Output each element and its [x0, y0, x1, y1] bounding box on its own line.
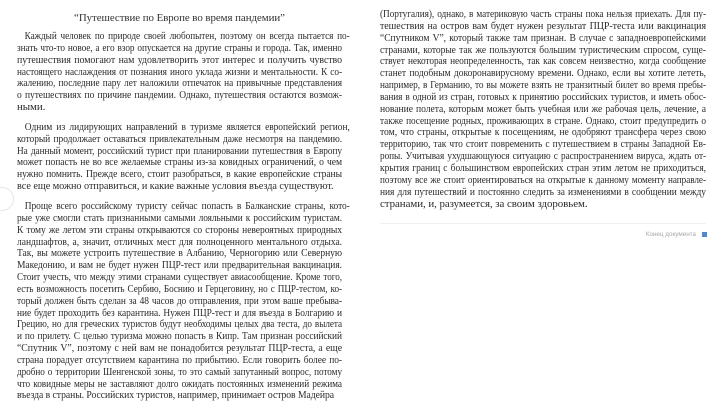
text-line: вания в одной из стран, готовых к принятию российских туристов, и иметь обос-: [380, 90, 706, 103]
text-line: ропы. Учитывая ухудшающуюся ситуацию с распространением вируса, ждать от-: [380, 150, 706, 163]
text-line: ными.: [17, 101, 46, 114]
text-line: страна порадует отсутствием карантина по прибытию. Если говорить более по-: [17, 353, 342, 366]
text-line: и по прилету. С целью туризма можно попасть в Кипр. Там признан российский: [17, 330, 342, 343]
text-line: территорию, так что стоит повременить с путешествием в страны Западной Ев-: [380, 138, 706, 151]
end-of-document-label: Конец документа: [645, 231, 696, 238]
text-line: настоящего наслаждения от познания иного уклада жизни и ментальности. К со-: [17, 65, 343, 78]
text-line: все еще можно отправиться, и какие важные условия въезда существуют.: [17, 180, 334, 193]
text-line: рые уже смогли стать признанными самыми лояльными к российским туристам.: [17, 211, 342, 224]
text-line: тешествия на остров вам будет нужен результат ПЦР-теста или вакцинация: [380, 19, 707, 32]
text-line: Македонию, и вам не будет нужен ПЦР-тест или предварительная вакцинация.: [17, 259, 343, 272]
text-line: что ковидные меры не заставляют долго ожидать постоянных изменений режима: [17, 377, 342, 390]
text-line: путешествия помогают нам удовлетворить этот интерес и получить чувство: [17, 53, 342, 66]
right-column-body: [380, 9, 706, 210]
text-line: ние будет проходить без карантина. Нужен ПЦР-тест и для въезда в Болгарию и: [17, 306, 342, 319]
text-line: въезда в страны. Российских туристов, например, принимает остров Мадейра: [17, 389, 335, 402]
document-title: “Путешествие по Европе во время пандемии”: [74, 12, 285, 24]
text-line: может попасть не во все желаемые страны из-за ковидных ограничений, о чем: [17, 156, 342, 169]
text-line: Одним из лидирующих направлений в туризме является европейский регион,: [24, 120, 350, 133]
text-line: жалению, последние пару лет наложили отпечаток на привычные представления: [17, 77, 343, 90]
text-line: “Спутником V”, который также там признан. В случае с западноевропейскими: [380, 31, 706, 44]
text-line: (Португалия), однако, в материковую часть страны пока нельзя приехать. Для пу-: [380, 8, 706, 20]
text-line: также посещение родных, проживающих в стране. Однако, стоит предупредить о: [380, 114, 706, 127]
end-square-icon: [702, 232, 707, 237]
text-line: например, в Германию, то вы можете взять не транзитный билет во время пребы-: [380, 79, 706, 92]
text-line: ния для путешествий и постоянно следить за изменениями в сообщении между: [380, 185, 707, 198]
text-line: станет подобным докоронавирусному времени. Однако, если вы хотите лететь,: [380, 67, 707, 80]
text-line: нование полета, которым может быть учебная или же рабочая цель, лечение, а: [380, 102, 707, 115]
text-line: есть возможность посетить Сербию, Боснию и Герцеговину, но с ПЦР-тестом, ко-: [17, 282, 343, 295]
text-line: дробно о территории Шенгенской зоны, то это самый запутанный вопрос, потому: [17, 365, 343, 378]
page-right: [360, 0, 720, 420]
text-line: Каждый человек по природе своей любопытен, поэтому он всегда пытается по-: [24, 30, 350, 42]
text-line: Так, вы можете устроить путешествие в Албанию, Черногорию или Северную: [17, 247, 343, 260]
text-line: На данный момент, российский турист при планировании путешествия в Европу: [17, 144, 343, 157]
text-line: том, что страны, открытые к посещениям, не одобряют трансфера через свою: [380, 126, 707, 139]
paragraph: [17, 30, 350, 114]
text-line: Грецию, но для греческих туристов будут необходимы целых два теста, до вылета: [17, 318, 342, 331]
text-line: “Спутник V”, поэтому с ней вам не понадобится результат ПЦР-теста, а еще: [17, 342, 343, 355]
paragraph: [380, 9, 706, 210]
end-divider: [380, 223, 706, 224]
text-line: Стоит учесть, что между этими странами существует авиасообщение. Кроме того,: [17, 271, 343, 284]
text-line: К тому же летом эти страны открываются со стороны невероятных природных: [17, 223, 343, 236]
text-line: странами, и, разумеется, за своим здоровьем.: [380, 197, 588, 210]
end-of-document-marker: [646, 231, 707, 238]
text-line: который продолжает оставаться привлекательным даже несмотря на пандемию.: [17, 132, 343, 145]
text-line: поэтому все же стоит ориентироваться на открытые к данному моменту направле-: [380, 173, 706, 186]
text-line: Проще всего российскому туристу сейчас попасть в Балканские страны, кото-: [24, 199, 350, 212]
text-line: странами, которые так же пользуются большим туристическим спросом, суще-: [380, 43, 706, 56]
page-left: [0, 0, 358, 420]
text-line: нужно помнить. Прежде всего, стоит разобраться, в какие европейские страны: [17, 168, 343, 181]
text-line: ствует некоторая неопределенность, так как совсем неизвестно, когда сообщение: [380, 55, 706, 68]
paragraph: [17, 199, 350, 402]
text-line: ландшафтов, а, значит, отличных мест для полноценного ментального отдыха.: [17, 235, 343, 248]
page-nav-circle[interactable]: [0, 187, 14, 211]
left-column-body: [17, 30, 350, 402]
right-column: [380, 9, 706, 218]
text-line: знать что-то новое, а его взор опускается на другие страны и города. Так, именно: [17, 41, 342, 54]
text-line: крытия границ с большинством европейских стран этим летом не приходиться,: [380, 161, 707, 174]
text-line: о путешествиях по причине пандемии. Однако, путешествия остаются возмож-: [17, 89, 343, 102]
left-column: [17, 12, 350, 410]
text-line: торый должен быть сделан за 48 часов до отправления, при этом ваше пребыва-: [17, 294, 342, 307]
paragraph: [17, 120, 350, 193]
